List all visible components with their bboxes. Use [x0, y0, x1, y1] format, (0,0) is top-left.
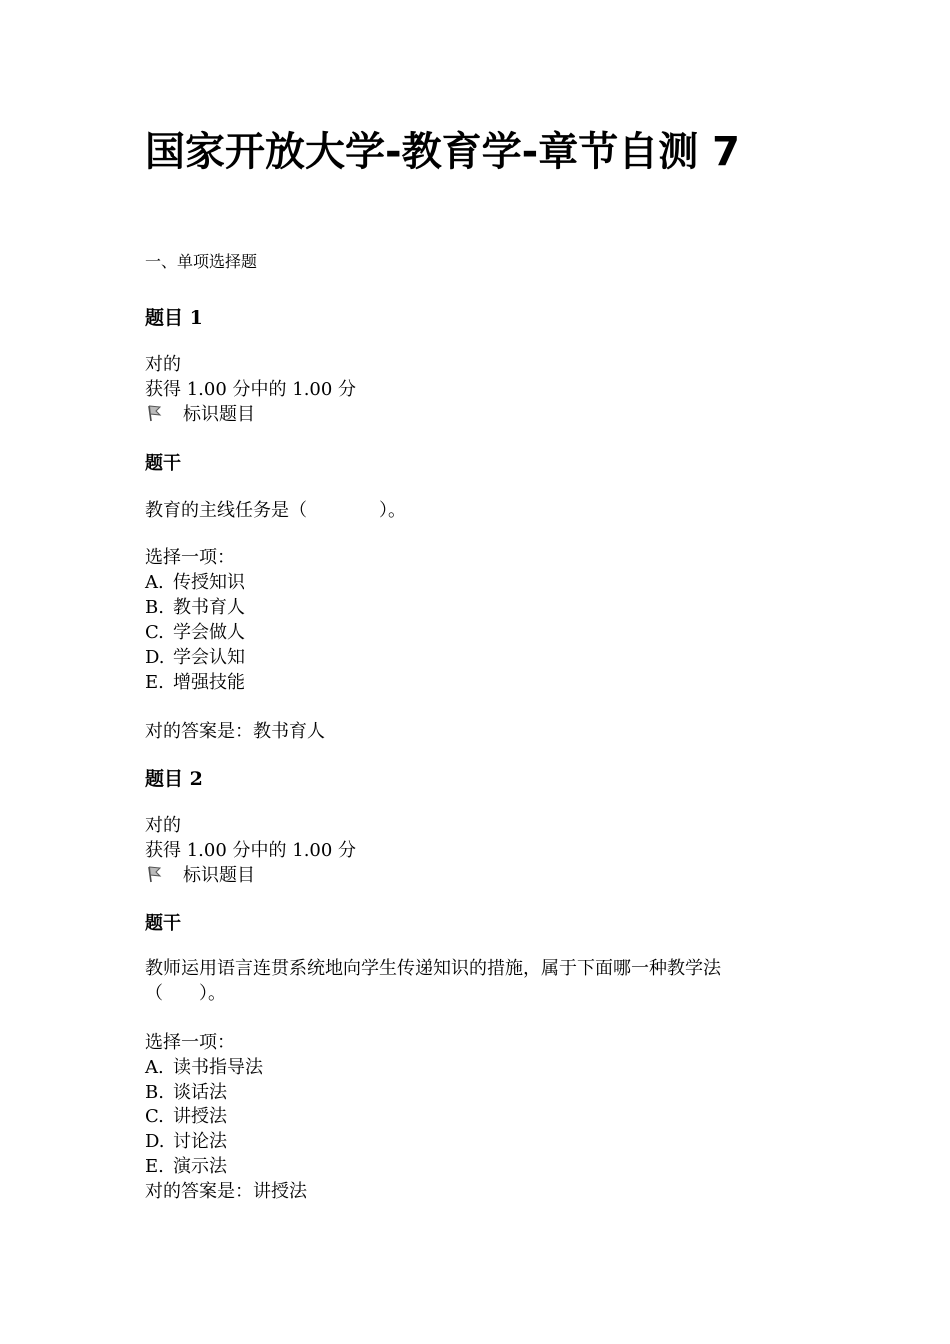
question-1-score: 获得 1.00 分中的 1.00 分 [145, 379, 357, 400]
question-1-stem: 教育的主线任务是（ ）。 [145, 500, 406, 521]
question-2-flag-label: 标识题目 [183, 865, 255, 886]
question-1-stem-header: 题干 [145, 453, 181, 474]
question-2-header: 题目 2 [145, 768, 203, 790]
question-1-option-a[interactable]: A. 传授知识 [145, 572, 245, 593]
question-1-flag[interactable] [145, 400, 255, 426]
question-2-stem-header: 题干 [145, 913, 181, 934]
question-1-choose-prompt: 选择一项： [145, 547, 235, 568]
flag-icon [145, 864, 165, 884]
question-2-stem: 教师运用语言连贯系统地向学生传递知识的措施，属于下面哪一种教学法（ ）。 [145, 958, 721, 1004]
question-2-choose-prompt: 选择一项： [145, 1032, 235, 1053]
question-2-status: 对的 [145, 815, 181, 836]
question-1-answer: 对的答案是：教书育人 [145, 721, 325, 742]
section-heading: 一、单项选择题 [145, 252, 258, 271]
question-1-status: 对的 [145, 354, 181, 375]
question-1-option-b[interactable]: B. 教书育人 [145, 597, 245, 618]
question-2-answer: 对的答案是：讲授法 [145, 1181, 307, 1202]
question-2-option-a[interactable]: A. 读书指导法 [145, 1057, 263, 1078]
question-2-option-c[interactable]: C. 讲授法 [145, 1106, 227, 1127]
page-title: 国家开放大学-教育学-章节自测 7 [145, 129, 740, 175]
question-1-header: 题目 1 [145, 307, 203, 329]
flag-icon [145, 403, 165, 423]
question-2-flag[interactable] [145, 861, 255, 887]
question-2-option-d[interactable]: D. 讨论法 [145, 1131, 227, 1152]
question-1-option-c[interactable]: C. 学会做人 [145, 622, 245, 643]
question-2-option-e[interactable]: E. 演示法 [145, 1156, 227, 1177]
question-1-option-d[interactable]: D. 学会认知 [145, 647, 245, 668]
question-2-option-b[interactable]: B. 谈话法 [145, 1082, 227, 1103]
question-1-flag-label: 标识题目 [183, 404, 255, 425]
question-1-option-e[interactable]: E. 增强技能 [145, 672, 245, 693]
question-2-score: 获得 1.00 分中的 1.00 分 [145, 840, 357, 861]
